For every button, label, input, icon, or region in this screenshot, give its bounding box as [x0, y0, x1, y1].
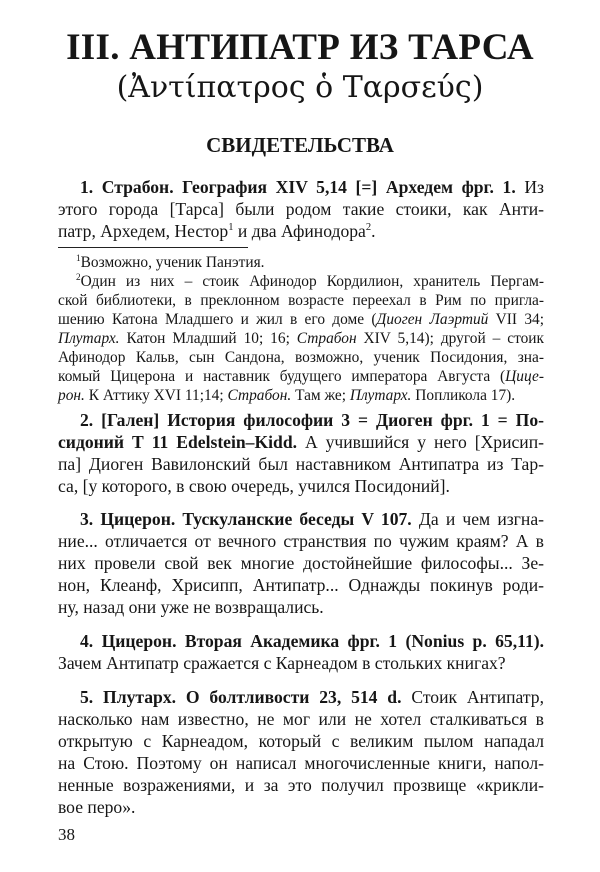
- footnote-marker: 2: [76, 272, 81, 282]
- page-number: 38: [58, 825, 75, 844]
- source-reference: сидоний Т 11 Edelstein–Kidd.: [58, 432, 298, 452]
- text-line: [58, 409, 544, 431]
- footnote-divider: [58, 247, 248, 248]
- text-segment: са, [у которого, в свою очередь, учился Посидоний].: [58, 476, 450, 496]
- source-reference: 3. Цицерон. Тускуланские беседы V 107.: [80, 509, 412, 529]
- text-segment: шению Катона Младшего и жил в его доме (: [58, 311, 377, 328]
- text-segment: Возможно, ученик Панэтия.: [80, 254, 265, 271]
- text-segment: па] Диоген Вавилонский был наставником Антипатра из Тар-: [58, 454, 544, 474]
- text-segment: Катон Младший 10; 16;: [119, 330, 297, 347]
- text-line: [58, 475, 544, 497]
- source-reference: 1. Страбон. География XIV 5,14 [=] Архедем фрг. 1.: [80, 177, 516, 197]
- text-line: [58, 508, 544, 530]
- text-segment: комый Цицерона и наставник будущего императора Августа (: [58, 368, 506, 385]
- text-line: [58, 176, 544, 198]
- text-segment: Там же;: [291, 387, 350, 404]
- source-reference: 5. Плутарх. О болтливости 23, 514 d.: [80, 687, 402, 707]
- text-segment: Страбон.: [227, 387, 292, 404]
- text-line: [58, 574, 544, 596]
- text-line: [58, 530, 544, 552]
- text-segment: ненные возражениями, и за это получил прозвище «крикли-: [58, 775, 544, 795]
- chapter-greek-title: (Ἀντίπατρος ὁ Ταρσεύς): [116, 70, 484, 105]
- text-line: [58, 348, 544, 367]
- text-segment: XIV 5,14); другой – стоик: [356, 330, 544, 347]
- text-line: [58, 220, 544, 242]
- text-line: [58, 686, 544, 708]
- text-segment: Диоген Лаэртий: [376, 311, 489, 328]
- text-line: [58, 708, 544, 730]
- text-segment: ние... отличается от вечного странствия по чужим краям? А в: [58, 531, 544, 551]
- footnote-marker: 1: [76, 252, 81, 263]
- text-line: [58, 774, 544, 796]
- text-segment: этого города [Тарса] были родом такие стоики, как Анти-: [58, 199, 544, 219]
- footnotes: [58, 253, 544, 405]
- text-line: [58, 310, 544, 329]
- text-segment: Афинодор Кальв, сын Сандона, возможно, ученик Посидония, зна-: [58, 349, 544, 366]
- text-segment: них провели свой век многие достойнейшие философы... Зе-: [58, 553, 544, 573]
- chapter-title: III. АНТИПАТР ИЗ ТАРСА: [66, 27, 534, 68]
- text-segment: открытую с Карнеадом, который с великим пылом нападал: [58, 731, 544, 751]
- testimony-4: [58, 630, 544, 674]
- text-line: [58, 431, 544, 453]
- text-line: [58, 652, 544, 674]
- text-line: [58, 291, 544, 310]
- text-line: [58, 253, 544, 272]
- text-segment: Страбон: [296, 330, 357, 347]
- text-segment: Да и чем изгна-: [411, 509, 544, 529]
- testimony-1: [58, 176, 544, 242]
- text-line: [58, 796, 544, 818]
- text-segment: рон.: [58, 387, 85, 404]
- text-segment: и два Афинодора: [233, 221, 366, 241]
- text-segment: А учившийся у него [Хрисип-: [297, 432, 544, 452]
- testimony-5: [58, 686, 544, 818]
- text-segment: Один из них – стоик Афинодор Кордилион, хранитель Пергам-: [80, 273, 544, 290]
- text-segment: К Аттику XVI 11;14;: [84, 387, 228, 404]
- text-segment: VII 34;: [488, 311, 544, 328]
- text-line: [58, 552, 544, 574]
- section-heading: СВИДЕТЕЛЬСТВА: [206, 133, 394, 157]
- footnote-marker: 2: [365, 222, 372, 234]
- text-line: [58, 272, 544, 291]
- text-segment: ну, назад они уже не возвращались.: [58, 597, 324, 617]
- text-segment: на Стою. Поэтому он написал многочисленные книги, напол-: [58, 753, 544, 773]
- text-segment: Зачем Антипатр сражается с Карнеадом в стольких книгах?: [58, 653, 506, 673]
- footnote-marker: 1: [228, 222, 234, 234]
- text-line: [58, 453, 544, 475]
- text-line: [58, 730, 544, 752]
- text-segment: Из: [515, 177, 544, 197]
- text-line: [58, 198, 544, 220]
- text-line: [58, 630, 544, 652]
- text-line: [58, 386, 544, 405]
- text-segment: Цице-: [505, 368, 544, 385]
- testimony-2: [58, 409, 544, 497]
- text-line: [58, 329, 544, 348]
- text-segment: Попликола 17).: [411, 387, 516, 404]
- text-line: [58, 367, 544, 386]
- text-segment: насколько нам известно, не мог или не хотел сталкиваться в: [58, 709, 544, 729]
- text-segment: вое перо».: [58, 797, 136, 817]
- text-segment: Стоик Антипатр,: [401, 687, 544, 707]
- text-line: [58, 752, 544, 774]
- source-reference: 4. Цицерон. Вторая Академика фрг. 1 (Nonius p. 65,11).: [80, 631, 544, 651]
- text-segment: нон, Клеанф, Хрисипп, Антипатр... Однажды покинув роди-: [58, 575, 544, 595]
- text-segment: патр, Архедем, Нестор: [58, 221, 229, 241]
- source-reference: 2. [Гален] История философии 3 = Диоген фрг. 1 = По-: [80, 410, 544, 430]
- text-segment: .: [371, 221, 376, 241]
- text-segment: ской библиотеки, в преклонном возрасте переехал в Рим по пригла-: [58, 292, 544, 309]
- text-line: [58, 596, 544, 618]
- text-segment: Плутарх.: [349, 387, 412, 404]
- text-segment: Плутарх.: [58, 330, 120, 347]
- testimony-3: [58, 508, 544, 618]
